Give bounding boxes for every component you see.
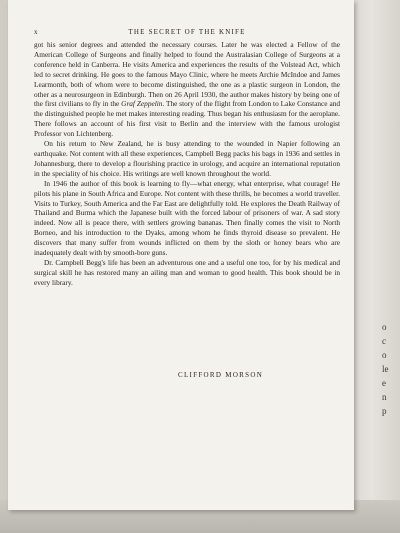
author-signature: CLIFFORD MORSON xyxy=(178,371,264,379)
paragraph-1: got his senior degrees and attended the necessary courses. Later he was elected a Fellow of the American College of Surgeons and finally helped to found the Australasian College of Surgeons at a conference held in Canberra. He visits America and experiences the results of the Volstead Act, which led to secret drinking. He goes to the famous Mayo Clinic, where he meets Archie McIndoe and James Learmonth, both of whom were to become distinguished, the one as a plastic surgeon in London, the other as a neurosurgeon in Edinburgh. Then on 26 April 1930, the author makes history by being one of the first civilians to fly in the Graf Zeppelin. The story of the flight from London to Lake Constance and the distinguished people he met makes interesting reading. Thus began his enthusiasm for the aeroplane. There follows an account of his first visit to Berlin and the interview with the famous urologist Professor von Lichtenberg. xyxy=(34,40,340,139)
adjacent-letter: p xyxy=(382,406,387,416)
adjacent-letter: e xyxy=(382,378,386,388)
adjacent-letter: le xyxy=(382,364,389,374)
adjacent-letter: c xyxy=(382,336,386,346)
paragraph-4: Dr. Campbell Begg's life has been an adventurous one and a useful one too, for by his medical and surgical skill he has restored many an ailing man and woman to good health. This book should be in every library. xyxy=(34,257,340,287)
adjacent-letter: n xyxy=(382,392,387,402)
adjacent-page-edge xyxy=(382,320,394,418)
adjacent-letter: o xyxy=(382,350,387,360)
page-number: x xyxy=(34,28,39,36)
page-header xyxy=(34,28,340,40)
book-page xyxy=(8,0,354,510)
adjacent-letter: o xyxy=(382,322,387,332)
paragraph-3: In 1946 the author of this book is learning to fly—what energy, what enterprise, what courage! He pilots his plane in South Africa and Europe. Not content with these thrills, he becomes a world traveller. Visits to Turkey, South America and the Far East are delightfully told. He explores the Death Railway of Thailand and Burma which the Japanese built with the forced labour of prisoners of war. A sad story indeed. Now all is peace there, with settlers growing bananas. Then finally comes the visit to North Borneo, and his introduction to the Dyaks, among whom he finds thyroid disease so prevalent. He discovers that many suffer from wounds inflicted on them by the sloth or honey bears who are inadequately dealt with by smooth-bore guns. xyxy=(34,178,340,258)
background-surface xyxy=(352,0,400,533)
body-text xyxy=(34,40,340,288)
running-head: THE SECRET OF THE KNIFE xyxy=(128,28,246,36)
paragraph-2: On his return to New Zealand, he is busy attending to the wounded in Napier following an earthquake. Not content with all these experiences, Campbell Begg packs his bags in 1936 and settles in Johannesburg, there to develop a flourishing practice in urology, and acquire an international reputation in the speciality of his choice. His writings are well known throughout the world. xyxy=(34,139,340,178)
